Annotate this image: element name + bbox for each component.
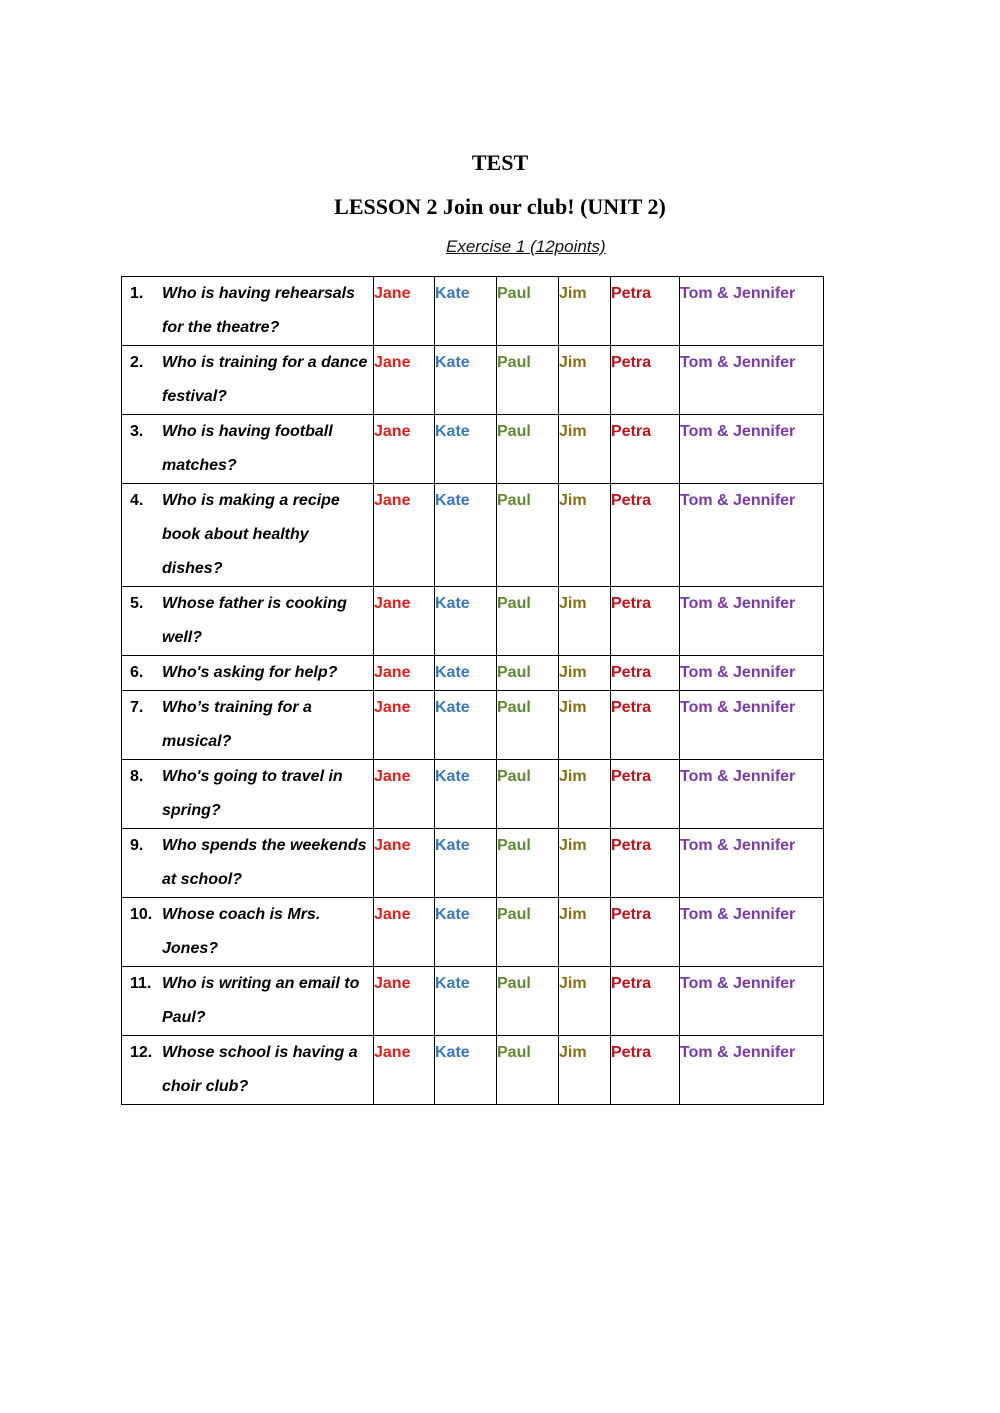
question-text: Who spends the weekends at school?: [162, 837, 367, 888]
answer-option-paul[interactable]: Paul: [497, 587, 559, 656]
answer-option-paul[interactable]: Paul: [497, 1036, 559, 1105]
answer-option-tom-jennifer[interactable]: Tom & Jennifer: [680, 277, 824, 346]
answer-option-tom-jennifer[interactable]: Tom & Jennifer: [680, 691, 824, 760]
answer-option-tom-jennifer[interactable]: Tom & Jennifer: [680, 829, 824, 898]
question-text: Whose coach is Mrs. Jones?: [162, 906, 321, 957]
answer-option-kate[interactable]: Kate: [435, 587, 497, 656]
answer-option-paul[interactable]: Paul: [497, 898, 559, 967]
answer-option-jim[interactable]: Jim: [559, 1036, 611, 1105]
answer-option-petra[interactable]: Petra: [611, 760, 680, 829]
question-row: [122, 587, 824, 656]
question-row: [122, 691, 824, 760]
answer-option-kate[interactable]: Kate: [435, 829, 497, 898]
answer-option-kate[interactable]: Kate: [435, 484, 497, 587]
question-row: [122, 277, 824, 346]
answer-option-paul[interactable]: Paul: [497, 415, 559, 484]
question-text: Who's going to travel in spring?: [162, 768, 343, 819]
question-text: Who is having rehearsals for the theatre?: [162, 285, 355, 336]
question-number: 1.: [130, 285, 144, 302]
question-number: 5.: [130, 595, 144, 612]
answer-option-jane[interactable]: Jane: [374, 346, 435, 415]
answer-option-jane[interactable]: Jane: [374, 1036, 435, 1105]
quiz-table: [121, 276, 824, 1105]
answer-option-jane[interactable]: Jane: [374, 967, 435, 1036]
question-number: 7.: [130, 699, 144, 716]
answer-option-jim[interactable]: Jim: [559, 277, 611, 346]
answer-option-jane[interactable]: Jane: [374, 829, 435, 898]
answer-option-jane[interactable]: Jane: [374, 484, 435, 587]
answer-option-tom-jennifer[interactable]: Tom & Jennifer: [680, 484, 824, 587]
answer-option-paul[interactable]: Paul: [497, 967, 559, 1036]
question-number: 6.: [130, 664, 144, 681]
question-text: Whose father is cooking well?: [162, 595, 347, 646]
answer-option-kate[interactable]: Kate: [435, 898, 497, 967]
answer-option-jim[interactable]: Jim: [559, 346, 611, 415]
question-cell: [122, 1036, 374, 1105]
question-cell: [122, 656, 374, 691]
question-cell: [122, 829, 374, 898]
answer-option-jim[interactable]: Jim: [559, 967, 611, 1036]
answer-option-paul[interactable]: Paul: [497, 656, 559, 691]
answer-option-tom-jennifer[interactable]: Tom & Jennifer: [680, 760, 824, 829]
answer-option-jim[interactable]: Jim: [559, 691, 611, 760]
answer-option-jim[interactable]: Jim: [559, 587, 611, 656]
answer-option-petra[interactable]: Petra: [611, 484, 680, 587]
answer-option-jane[interactable]: Jane: [374, 898, 435, 967]
answer-option-tom-jennifer[interactable]: Tom & Jennifer: [680, 1036, 824, 1105]
answer-option-kate[interactable]: Kate: [435, 415, 497, 484]
question-text: Whose school is having a choir club?: [162, 1044, 358, 1095]
question-text: Who is having football matches?: [162, 423, 333, 474]
question-row: [122, 898, 824, 967]
page-title: TEST: [471, 150, 529, 175]
question-row: [122, 346, 824, 415]
answer-option-paul[interactable]: Paul: [497, 277, 559, 346]
answer-option-petra[interactable]: Petra: [611, 691, 680, 760]
answer-option-tom-jennifer[interactable]: Tom & Jennifer: [680, 415, 824, 484]
question-number: 8.: [130, 768, 144, 785]
question-row: [122, 967, 824, 1036]
answer-option-kate[interactable]: Kate: [435, 967, 497, 1036]
question-number: 2.: [130, 354, 144, 371]
answer-option-tom-jennifer[interactable]: Tom & Jennifer: [680, 587, 824, 656]
question-cell: [122, 484, 374, 587]
answer-option-tom-jennifer[interactable]: Tom & Jennifer: [680, 346, 824, 415]
answer-option-jane[interactable]: Jane: [374, 587, 435, 656]
question-cell: [122, 346, 374, 415]
answer-option-petra[interactable]: Petra: [611, 415, 680, 484]
question-text: Who is writing an email to Paul?: [162, 975, 360, 1026]
answer-option-paul[interactable]: Paul: [497, 484, 559, 587]
question-cell: [122, 691, 374, 760]
answer-option-jane[interactable]: Jane: [374, 415, 435, 484]
answer-option-kate[interactable]: Kate: [435, 691, 497, 760]
answer-option-jim[interactable]: Jim: [559, 760, 611, 829]
answer-option-petra[interactable]: Petra: [611, 656, 680, 691]
answer-option-jim[interactable]: Jim: [559, 484, 611, 587]
question-cell: [122, 967, 374, 1036]
answer-option-kate[interactable]: Kate: [435, 277, 497, 346]
question-text: Who is training for a dance festival?: [162, 354, 368, 405]
question-number: 3.: [130, 423, 144, 440]
answer-option-jim[interactable]: Jim: [559, 898, 611, 967]
answer-option-petra[interactable]: Petra: [611, 898, 680, 967]
answer-option-paul[interactable]: Paul: [497, 829, 559, 898]
question-row: [122, 829, 824, 898]
answer-option-tom-jennifer[interactable]: Tom & Jennifer: [680, 967, 824, 1036]
question-row: [122, 656, 824, 691]
answer-option-jim[interactable]: Jim: [559, 415, 611, 484]
answer-option-petra[interactable]: Petra: [611, 346, 680, 415]
answer-option-tom-jennifer[interactable]: Tom & Jennifer: [680, 656, 824, 691]
question-text: Who is making a recipe book about healthy dishes?: [162, 492, 340, 577]
answer-option-paul[interactable]: Paul: [497, 760, 559, 829]
answer-option-kate[interactable]: Kate: [435, 346, 497, 415]
question-row: [122, 1036, 824, 1105]
question-cell: [122, 898, 374, 967]
question-number: 12.: [130, 1044, 153, 1061]
answer-option-jane[interactable]: Jane: [374, 656, 435, 691]
answer-option-paul[interactable]: Paul: [497, 346, 559, 415]
lesson-subtitle: LESSON 2 Join our club! (UNIT 2): [334, 194, 666, 219]
question-row: [122, 484, 824, 587]
answer-option-jim[interactable]: Jim: [559, 656, 611, 691]
question-number: 9.: [130, 837, 144, 854]
question-cell: [122, 277, 374, 346]
exercise-heading: Exercise 1 (12points): [446, 237, 606, 256]
answer-option-jane[interactable]: Jane: [374, 760, 435, 829]
question-cell: [122, 587, 374, 656]
answer-option-jane[interactable]: Jane: [374, 277, 435, 346]
question-row: [122, 415, 824, 484]
answer-option-petra[interactable]: Petra: [611, 1036, 680, 1105]
answer-option-paul[interactable]: Paul: [497, 691, 559, 760]
answer-option-petra[interactable]: Petra: [611, 277, 680, 346]
question-text: Who’s training for a musical?: [162, 699, 312, 750]
answer-option-jim[interactable]: Jim: [559, 829, 611, 898]
question-cell: [122, 415, 374, 484]
question-text: Who's asking for help?: [162, 664, 338, 681]
question-number: 11.: [130, 975, 152, 992]
answer-option-jane[interactable]: Jane: [374, 691, 435, 760]
answer-option-kate[interactable]: Kate: [435, 760, 497, 829]
question-number: 4.: [130, 492, 144, 509]
answer-option-petra[interactable]: Petra: [611, 829, 680, 898]
question-row: [122, 760, 824, 829]
answer-option-kate[interactable]: Kate: [435, 656, 497, 691]
question-cell: [122, 760, 374, 829]
answer-option-petra[interactable]: Petra: [611, 967, 680, 1036]
question-number: 10.: [130, 906, 153, 923]
answer-option-petra[interactable]: Petra: [611, 587, 680, 656]
answer-option-tom-jennifer[interactable]: Tom & Jennifer: [680, 898, 824, 967]
answer-option-kate[interactable]: Kate: [435, 1036, 497, 1105]
